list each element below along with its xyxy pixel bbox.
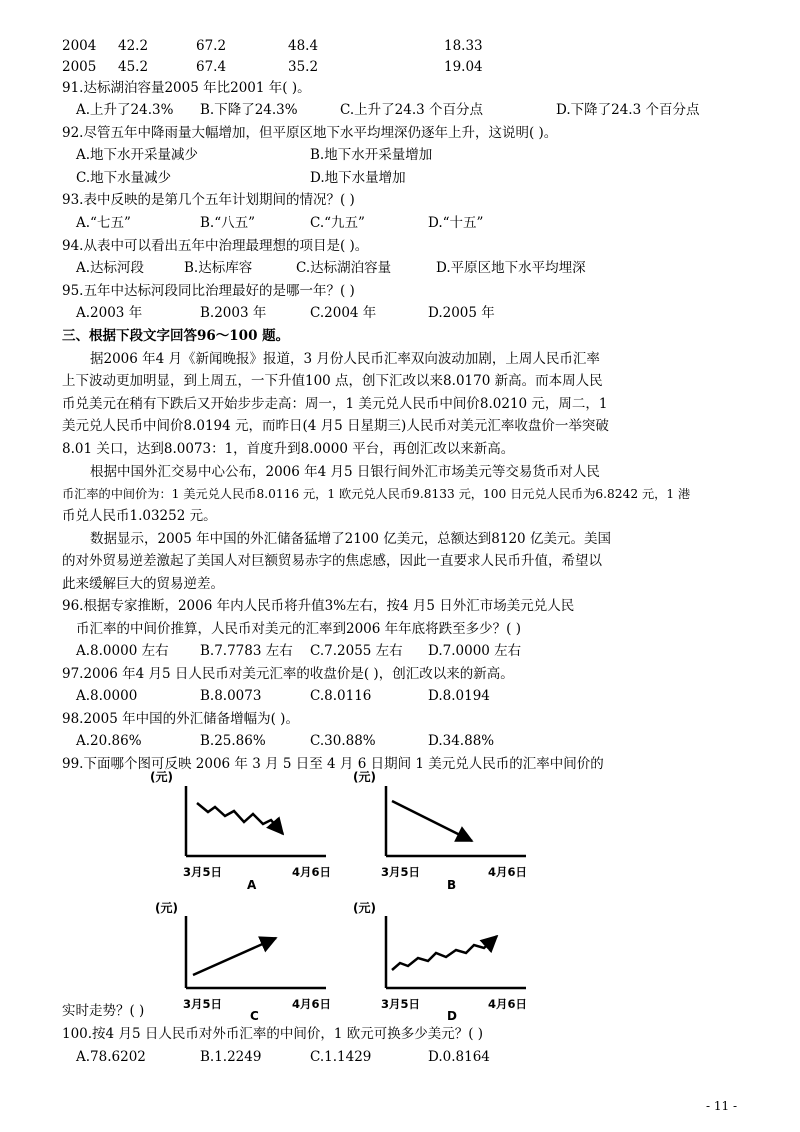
question-98-stem: 98.2005 年中国的外汇储备增幅为( )。	[62, 711, 299, 727]
graph-letter: B	[447, 878, 457, 892]
graph-c	[155, 900, 331, 1023]
option-d: D.“十五”	[428, 215, 484, 231]
option-b: B.地下水开采量增加	[310, 147, 433, 163]
option-a: A.8.0000 左右	[76, 643, 169, 659]
table-cell: 2004	[62, 38, 97, 54]
graph-y-label: (元)	[353, 901, 376, 915]
table-cell: 42.2	[118, 38, 149, 54]
option-a: A.78.6202	[76, 1049, 146, 1065]
graph-x-start: 3月5日	[381, 997, 421, 1011]
option-b: B.2003 年	[200, 305, 267, 321]
graph-x-end: 4月6日	[488, 865, 528, 879]
passage-line: 上下波动更加明显，到上周五，一下升值100 点，创下汇改以来8.0170 新高。而本周人民	[62, 373, 603, 389]
passage-line: 币兑人民币1.03252 元。	[62, 508, 217, 524]
option-c: C.“九五”	[310, 215, 365, 231]
option-d: D.地下水量增加	[310, 170, 406, 186]
question-93-stem: 93.表中反映的是第几个五年计划期间的情况？( )	[62, 192, 355, 208]
table-cell: 35.2	[288, 59, 319, 75]
passage-line: 的对外贸易逆差激起了美国人对巨额贸易赤字的焦虑感，因此一直要求人民币升值，希望以	[62, 553, 602, 569]
graph-x-end: 4月6日	[488, 997, 528, 1011]
option-d: D.0.8164	[428, 1049, 490, 1065]
question-99-stem-end: 实时走势？( )	[62, 1003, 145, 1019]
option-d: D.7.0000 左右	[428, 643, 522, 659]
graph-y-label: (元)	[150, 770, 173, 784]
option-c: C.达标湖泊容量	[296, 260, 392, 276]
graph-trend-line	[197, 803, 283, 834]
option-a: A.2003 年	[76, 305, 143, 321]
question-95-stem: 95.五年中达标河段同比治理最好的是哪一年？( )	[62, 283, 355, 299]
passage-line: 美元兑人民币中间价8.0194 元，而昨日(4 月5 日星期三)人民币对美元汇率收盘价一举突破	[62, 418, 609, 434]
graph-a	[150, 769, 331, 892]
question-91-stem: 91.达标湖泊容量2005 年比2001 年( )。	[62, 80, 311, 96]
graph-x-start: 3月5日	[381, 865, 421, 879]
option-b: B.“八五”	[200, 215, 256, 231]
graph-x-end: 4月6日	[292, 865, 332, 879]
graph-x-start: 3月5日	[183, 865, 223, 879]
option-b: B.25.86%	[200, 733, 266, 749]
table-cell: 2005	[62, 59, 97, 75]
passage-line: 数据显示，2005 年中国的外汇储备猛增了2100 亿美元，总额达到8120 亿美元。美国	[90, 531, 611, 547]
option-d: D.平原区地下水平均埋深	[436, 260, 586, 276]
page-number: - 11 -	[706, 1099, 738, 1113]
table-cell: 67.4	[196, 59, 227, 75]
option-a: A.8.0000	[76, 688, 138, 704]
option-b: B.8.0073	[200, 688, 262, 704]
option-c: C.8.0116	[310, 688, 372, 704]
section-heading: 三、根据下段文字回答96～100 题。	[62, 328, 290, 344]
table-cell: 67.2	[196, 38, 227, 54]
question-96-stem: 96.根据专家推断，2006 年内人民币将升值3%左右，按4 月5 日外汇市场美元兑人民	[62, 598, 575, 614]
question-94-stem: 94.从表中可以看出五年中治理最理想的项目是( )。	[62, 238, 369, 254]
option-d: D.2005 年	[428, 305, 495, 321]
option-a: A.达标河段	[76, 260, 145, 276]
graph-b	[353, 769, 527, 892]
option-b: B.达标库容	[184, 260, 253, 276]
graph-y-label: (元)	[155, 901, 178, 915]
passage-line: 8.01 关口，达到8.0073：1，首度升到8.0000 平台，再创汇改以来新高。	[62, 441, 515, 457]
question-100-stem: 100.按4 月5 日人民币对外币汇率的中间价，1 欧元可换多少美元？( )	[62, 1026, 484, 1042]
option-c: C.7.2055 左右	[310, 643, 403, 659]
table-cell: 19.04	[444, 59, 483, 75]
option-b: B.下降了24.3%	[200, 102, 298, 118]
option-c: C.上升了24.3 个百分点	[340, 102, 483, 118]
passage-line: 据2006 年4 月《新闻晚报》报道，3 月份人民币汇率双向波动加剧，上周人民币汇率	[90, 351, 600, 367]
passage-line: 此来缓解巨大的贸易逆差。	[62, 576, 224, 592]
passage-line: 根据中国外汇交易中心公布，2006 年4 月5 日银行间外汇市场美元等交易货币对人民	[90, 464, 600, 480]
graph-letter: C	[250, 1009, 259, 1023]
graph-y-label: (元)	[353, 770, 376, 784]
passage-line: 币兑美元在稍有下跌后又开始步步走高：周一，1 美元兑人民币中间价8.0210 元，周二，1	[62, 396, 608, 412]
graph-letter: D	[447, 1009, 457, 1023]
option-c: C.地下水量减少	[76, 170, 172, 186]
table-cell: 18.33	[444, 38, 483, 54]
option-c: C.30.88%	[310, 733, 376, 749]
question-96-stem-cont: 币汇率的中间价推算，人民币对美元的汇率到2006 年年底将跌至多少？( )	[76, 621, 521, 637]
question-92-stem: 92.尽管五年中降雨量大幅增加，但平原区地下水平均埋深仍逐年上升，这说明( )。	[62, 125, 558, 141]
passage-line: 币汇率的中间价为：1 美元兑人民币8.0116 元，1 欧元兑人民币9.8133 元，100 日元兑人民币为6.8242 元，1 港	[62, 487, 691, 501]
option-d: D.下降了24.3 个百分点	[556, 102, 700, 118]
option-c: C.2004 年	[310, 305, 377, 321]
graph-x-end: 4月6日	[292, 997, 332, 1011]
option-a: A.地下水开采量减少	[76, 147, 199, 163]
graph-letter: A	[247, 878, 257, 892]
option-d: D.34.88%	[428, 733, 495, 749]
graph-trend-line	[193, 938, 276, 975]
option-d: D.8.0194	[428, 688, 490, 704]
option-b: B.7.7783 左右	[200, 643, 293, 659]
option-a: A.上升了24.3%	[76, 102, 174, 118]
graph-trend-line	[392, 801, 472, 841]
option-c: C.1.1429	[310, 1049, 372, 1065]
question-99-stem: 99.下面哪个图可反映 2006 年 3 月 5 日至 4 月 6 日期间 1 美元兑人民币的汇率中间价的	[62, 756, 604, 772]
graph-d	[353, 900, 527, 1023]
graph-x-start: 3月5日	[183, 997, 223, 1011]
table-cell: 45.2	[118, 59, 149, 75]
table-cell: 48.4	[288, 38, 319, 54]
option-a: A.“七五”	[76, 215, 131, 231]
option-b: B.1.2249	[200, 1049, 262, 1065]
graph-trend-line	[392, 936, 497, 970]
question-97-stem: 97.2006 年4 月5 日人民币对美元汇率的收盘价是( )，创汇改以来的新高。	[62, 666, 514, 682]
option-a: A.20.86%	[76, 733, 142, 749]
